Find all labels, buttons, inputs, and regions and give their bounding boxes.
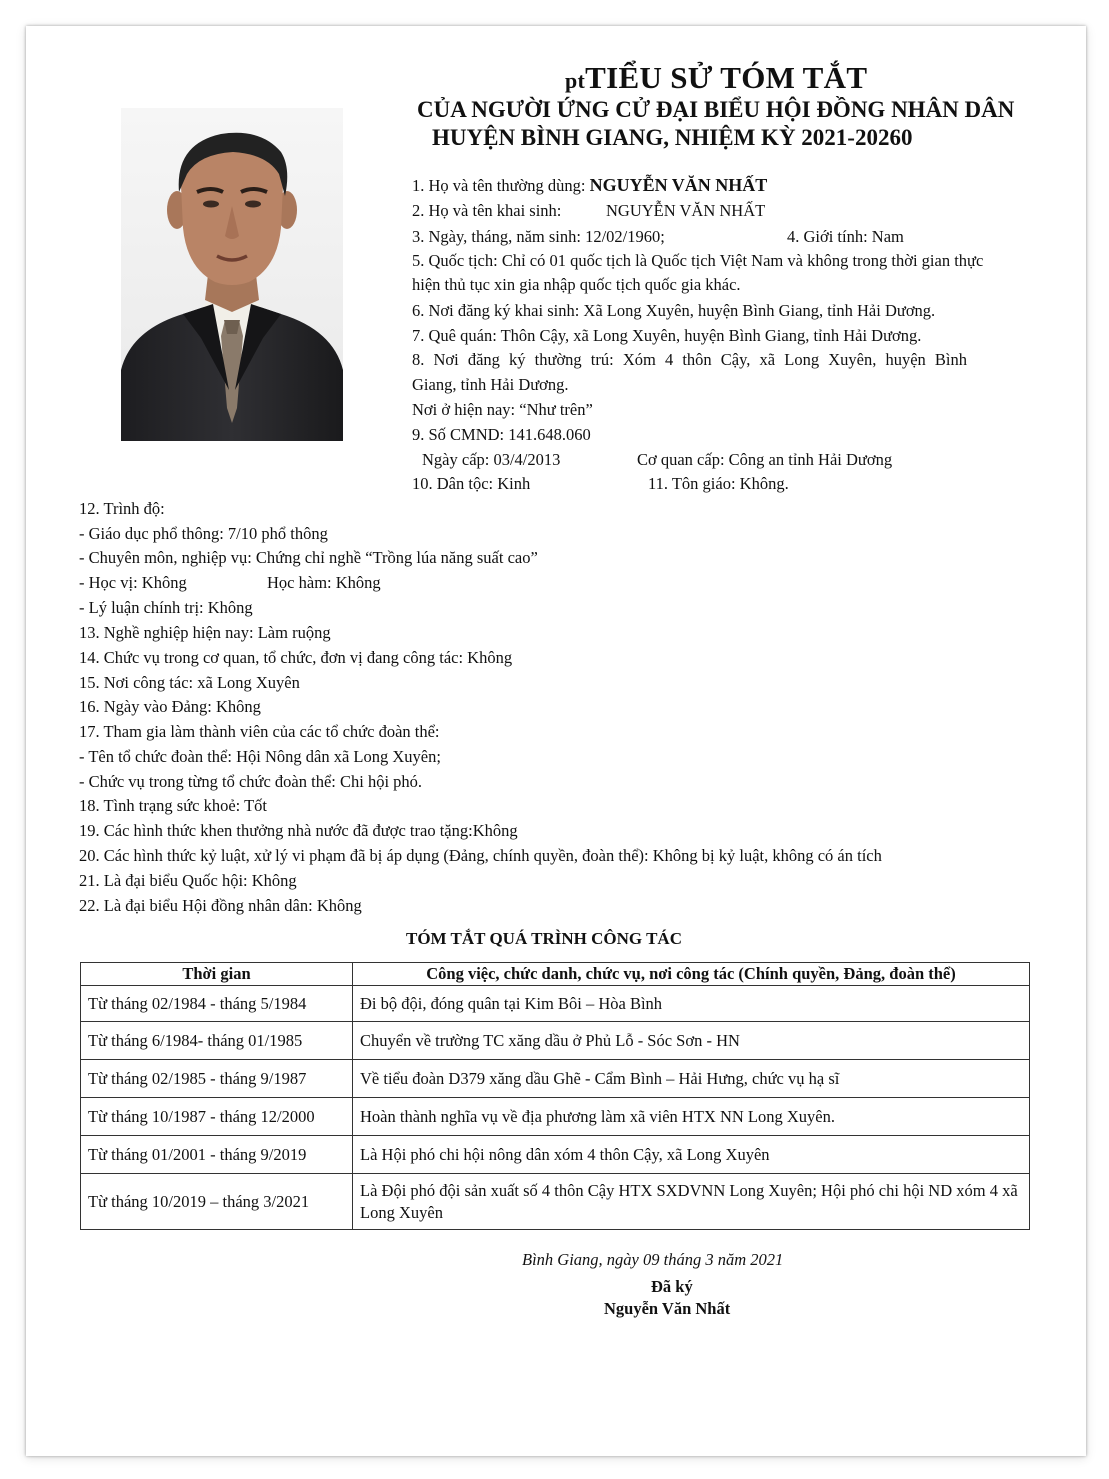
row-description: Là Hội phó chi hội nông dân xóm 4 thôn Cậy, xã Long Xuyên xyxy=(353,1136,1030,1174)
candidate-portrait xyxy=(121,108,343,441)
table-row xyxy=(81,986,1030,1022)
row-time: Từ tháng 10/2019 – tháng 3/2021 xyxy=(81,1174,353,1230)
table-row xyxy=(81,1022,1030,1060)
info-nationality-2: hiện thủ tục xin gia nhập quốc tịch quốc gia khác. xyxy=(412,275,741,294)
common-name-value: NGUYỄN VĂN NHẤT xyxy=(589,175,768,195)
detail-organizations-heading: 17. Tham gia làm thành viên của các tổ chức đoàn thể: xyxy=(79,722,440,741)
detail-political-theory: - Lý luận chính trị: Không xyxy=(79,598,253,617)
column-header-description: Công việc, chức danh, chức vụ, nơi công tác (Chính quyền, Đảng, đoàn thể) xyxy=(353,963,1030,986)
work-history-table xyxy=(80,962,1030,1230)
info-id-issuer: Cơ quan cấp: Công an tỉnh Hải Dương xyxy=(637,450,893,469)
detail-education-heading: 12. Trình độ: xyxy=(79,499,165,518)
detail-general-education: - Giáo dục phổ thông: 7/10 phổ thông xyxy=(79,524,328,543)
row-description: Hoàn thành nghĩa vụ về địa phương làm xã viên HTX NN Long Xuyên. xyxy=(353,1098,1030,1136)
row-time: Từ tháng 02/1985 - tháng 9/1987 xyxy=(81,1060,353,1098)
info-common-name xyxy=(412,175,767,196)
table-row xyxy=(81,1098,1030,1136)
info-ethnicity: 10. Dân tộc: Kinh xyxy=(412,474,531,493)
detail-academic-title: Học hàm: Không xyxy=(267,573,381,592)
info-gender: 4. Giới tính: Nam xyxy=(787,227,904,246)
row-description: Đi bộ đội, đóng quân tại Kim Bôi – Hòa Bình xyxy=(353,986,1030,1022)
portrait-illustration xyxy=(121,108,343,441)
info-id-issue-date: Ngày cấp: 03/4/2013 xyxy=(422,450,561,469)
info-id-number: 9. Số CMND: 141.648.060 xyxy=(412,425,591,444)
row-time: Từ tháng 10/1987 - tháng 12/2000 xyxy=(81,1098,353,1136)
detail-health: 18. Tình trạng sức khoẻ: Tốt xyxy=(79,796,267,815)
row-time: Từ tháng 02/1984 - tháng 5/1984 xyxy=(81,986,353,1022)
detail-peoples-council: 22. Là đại biểu Hội đồng nhân dân: Không xyxy=(79,896,362,915)
detail-degree: - Học vị: Không xyxy=(79,573,187,592)
detail-organization-name: - Tên tổ chức đoàn thể: Hội Nông dân xã Long Xuyên; xyxy=(79,747,441,766)
table-header-row xyxy=(81,963,1030,986)
title-prefix: pt xyxy=(565,68,586,93)
column-header-time: Thời gian xyxy=(81,963,353,986)
table-row xyxy=(81,1060,1030,1098)
row-time: Từ tháng 01/2001 - tháng 9/2019 xyxy=(81,1136,353,1174)
info-current-address: Nơi ở hiện nay: “Như trên” xyxy=(412,400,593,419)
info-residence-1: 8. Nơi đăng ký thường trú: Xóm 4 thôn Cậy, xã Long Xuyên, huyện Bình xyxy=(412,350,967,369)
detail-occupation: 13. Nghề nghiệp hiện nay: Làm ruộng xyxy=(79,623,331,642)
row-description: Là Đội phó đội sản xuất số 4 thôn Cậy HTX SXDVNN Long Xuyên; Hội phó chi hội ND xóm 4 xã Long Xuyên xyxy=(353,1174,1030,1230)
info-religion: 11. Tôn giáo: Không. xyxy=(648,474,789,493)
detail-national-assembly: 21. Là đại biểu Quốc hội: Không xyxy=(79,871,297,890)
table-row xyxy=(81,1136,1030,1174)
detail-profession: - Chuyên môn, nghiệp vụ: Chứng chỉ nghề “Trồng lúa năng suất cao” xyxy=(79,548,538,567)
row-description: Về tiểu đoàn D379 xăng dầu Ghẽ - Cẩm Bình – Hải Hưng, chức vụ hạ sĩ xyxy=(353,1060,1030,1098)
info-birth-name-value: NGUYỄN VĂN NHẤT xyxy=(606,201,766,220)
info-hometown: 7. Quê quán: Thôn Cậy, xã Long Xuyên, huyện Bình Giang, tỉnh Hải Dương. xyxy=(412,326,922,345)
detail-awards: 19. Các hình thức khen thưởng nhà nước đã được trao tặng:Không xyxy=(79,821,518,840)
detail-party-date: 16. Ngày vào Đảng: Không xyxy=(79,697,261,716)
document-subtitle-2: HUYỆN BÌNH GIANG, NHIỆM KỲ 2021-20260 xyxy=(432,125,913,150)
signature-status: Đã ký xyxy=(651,1277,693,1296)
info-birth-name-label: 2. Họ và tên khai sinh: xyxy=(412,201,562,220)
title-text: TIỂU SỬ TÓM TẮT xyxy=(585,60,868,95)
info-nationality-1: 5. Quốc tịch: Chỉ có 01 quốc tịch là Quốc tịch Việt Nam và không trong thời gian thực xyxy=(412,251,984,270)
row-time: Từ tháng 6/1984- tháng 01/1985 xyxy=(81,1022,353,1060)
detail-workplace: 15. Nơi công tác: xã Long Xuyên xyxy=(79,673,300,692)
detail-position: 14. Chức vụ trong cơ quan, tổ chức, đơn vị đang công tác: Không xyxy=(79,648,513,667)
work-history-title: TÓM TẮT QUÁ TRÌNH CÔNG TÁC xyxy=(406,929,682,948)
document-subtitle-1: CỦA NGƯỜI ỨNG CỬ ĐẠI BIỂU HỘI ĐỒNG NHÂN DÂN xyxy=(417,97,1015,122)
row-description: Chuyển về trường TC xăng dầu ở Phủ Lỗ - Sóc Sơn - HN xyxy=(353,1022,1030,1060)
common-name-label: 1. Họ và tên thường dùng: xyxy=(412,176,590,195)
info-residence-2: Giang, tỉnh Hải Dương. xyxy=(412,375,569,394)
info-birth-date: 3. Ngày, tháng, năm sinh: 12/02/1960; xyxy=(412,227,665,246)
signature-name: Nguyễn Văn Nhất xyxy=(604,1299,731,1318)
signature-date: Bình Giang, ngày 09 tháng 3 năm 2021 xyxy=(522,1250,784,1269)
detail-discipline: 20. Các hình thức kỷ luật, xử lý vi phạm đã bị áp dụng (Đảng, chính quyền, đoàn thể): Không bị kỷ luật, không có án tích xyxy=(79,846,882,865)
detail-organization-role: - Chức vụ trong từng tổ chức đoàn thể: Chi hội phó. xyxy=(79,772,423,791)
document-title xyxy=(565,60,867,96)
table-row xyxy=(81,1174,1030,1230)
info-birth-registration: 6. Nơi đăng ký khai sinh: Xã Long Xuyên, huyện Bình Giang, tỉnh Hải Dương. xyxy=(412,301,936,320)
